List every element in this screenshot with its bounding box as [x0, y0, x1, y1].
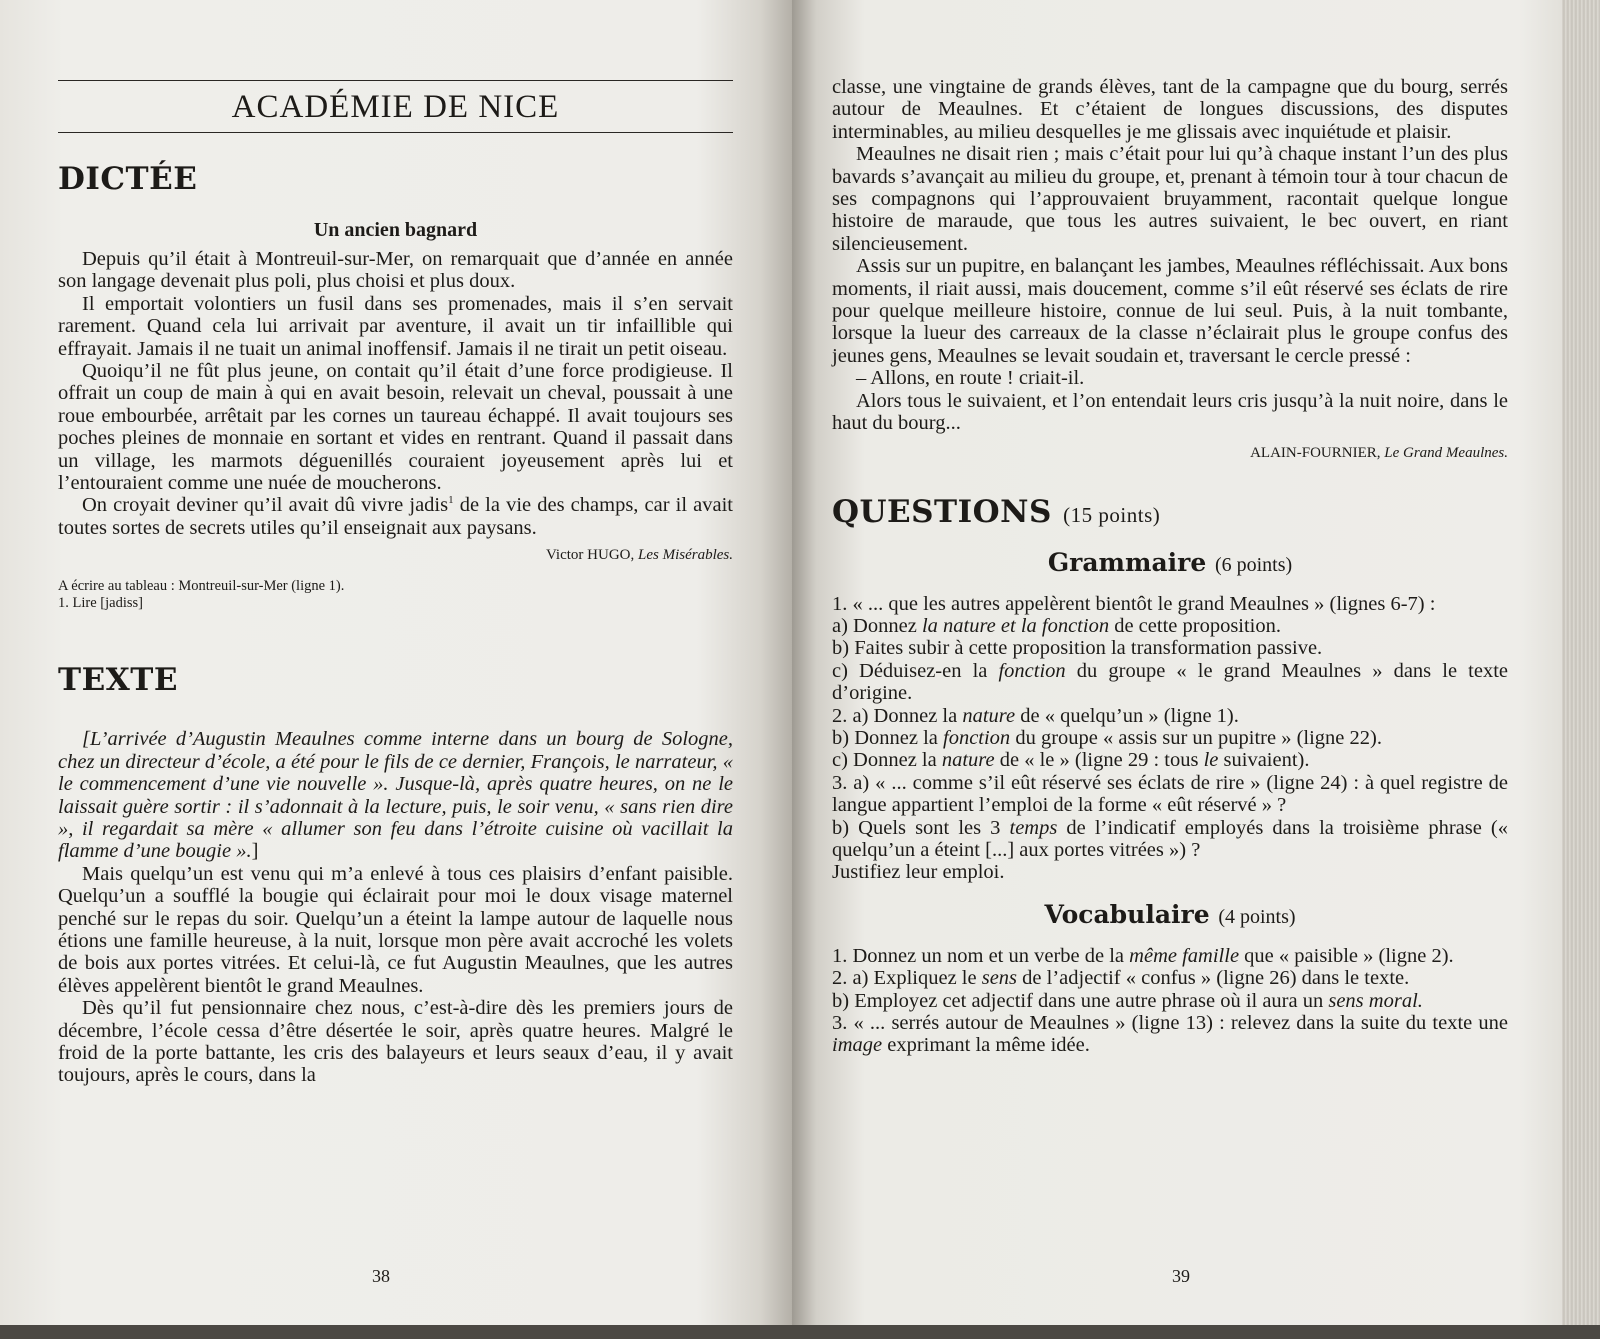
- question-text: 3. « ... serrés autour de Meaulnes » (ligne 13) : relevez dans la suite du texte une: [832, 1012, 1508, 1034]
- left-page: [0, 0, 792, 1339]
- texte-heading: TEXTE: [58, 662, 178, 699]
- grammaire-title: Grammaire: [1047, 547, 1207, 577]
- question-text: b) Faites subir à cette proposition la transformation passive.: [832, 637, 1323, 660]
- dictee-source: [58, 547, 733, 564]
- question-text: suivaient).: [1218, 749, 1310, 772]
- question-text: de « le » (ligne 29 : tous: [994, 749, 1204, 772]
- header-rule-bottom: [58, 132, 733, 133]
- dictee-paragraph: Depuis qu’il était à Montreuil-sur-Mer, on remarquait que d’année en année son langage devenait plus poli, plus choisi et plus doux.: [58, 248, 733, 293]
- dictee-text-part: de la vie des champs, car il avait toutes sortes de secrets utiles qu’il enseignait aux paysans.: [58, 494, 733, 539]
- question-item: [832, 727, 1508, 749]
- texte-continuation: Meaulnes ne disait rien ; mais c’était pour lui qu’à chaque instant l’un des plus bavards s’avançait au milieu du groupe, et, prenant à témoin tour à tour chacun de ses compagnons qui l’approuvaient bruyamment, racontait quelque longue histoire de maraude, que tous les autres suivaient, le bec ouvert, en riant silencieusement.: [832, 143, 1508, 255]
- question-text: c) Déduisez-en la: [832, 659, 999, 682]
- question-text: fonction: [998, 659, 1066, 682]
- grammaire-points: (6 points): [1214, 553, 1293, 576]
- texte-continuation: – Allons, en route ! criait-il.: [856, 367, 1085, 390]
- question-text: 1. « ... que les autres appelèrent bientôt le grand Meaulnes » (lignes 6-7) :: [832, 592, 1436, 615]
- texte-intro: [58, 728, 733, 862]
- texte-paragraph: Dès qu’il fut pensionnaire chez nous, c’est-à-dire dès les premiers jours de décembre, l’école cessa d’être désertée le soir, après quatre heures. Malgré le froid de la porte battante, les cris des balayeurs et leurs seaux d’eau, il y avait toujours, après le cours, dans la: [58, 997, 733, 1087]
- question-text: de l’adjectif « confus » (ligne 26) dans le texte.: [1017, 967, 1410, 990]
- question-text: b) Employez cet adjectif dans une autre phrase où il aura un: [832, 989, 1329, 1012]
- question-text: du groupe « le grand Meaulnes » dans le texte d’origine.: [832, 659, 1508, 705]
- question-text: fonction: [943, 726, 1011, 749]
- question-item: [832, 945, 1508, 967]
- question-text: b) Donnez la: [832, 726, 943, 749]
- vocabulaire-points: (4 points): [1218, 905, 1296, 928]
- question-item: [832, 817, 1508, 862]
- texte-continuation: classe, une vingtaine de grands élèves, tant de la campagne que du bourg, serrés autour de Meaulnes. Et c’étaient de longues discussions, des disputes interminables, au milieu desquelles je me glissais avec inquiétude et plaisir.: [832, 76, 1508, 143]
- vocabulaire-heading: [832, 900, 1508, 929]
- page-number-right: 39: [1172, 1266, 1190, 1286]
- source-author: Victor HUGO,: [546, 547, 638, 564]
- intro-bracket: ]: [251, 840, 259, 863]
- question-text: de l’indicatif employés dans la troisième phrase (« quelqu’un a éteint [...] aux portes vitrées ») ?: [832, 816, 1508, 861]
- question-text: 2. a) Donnez la: [832, 704, 963, 727]
- questions-heading: [832, 494, 1508, 530]
- dictee-text-part: On croyait deviner qu’il avait dû vivre jadis: [82, 494, 449, 517]
- right-column: [832, 76, 1508, 1057]
- left-column: [58, 80, 733, 1087]
- question-item: [832, 772, 1508, 817]
- academy-header: ACADÉMIE DE NICE: [231, 89, 560, 125]
- question-text: 2. a) Expliquez le: [832, 967, 982, 990]
- dictee-paragraph: Quoiqu’il ne fût plus jeune, on contait qu’il était d’une force prodigieuse. Il offrait un coup de main à qui en avait besoin, relevait un cheval, poussait à une roue embourbée, arrêtait par les cornes un taureau échappé. Il avait toujours ses poches pleines de monnaie en sortant et vides en rentrant. Quand il passait dans un village, les marmots déguenillés couraient joyeusement après lui et l’entouraient comme une nuée de moucherons.: [58, 360, 733, 495]
- questions-points: (15 points): [1063, 502, 1161, 527]
- footnote-mark: 1: [448, 494, 454, 507]
- question-item: [832, 637, 1508, 659]
- grammaire-questions: [832, 593, 1508, 884]
- question-text: du groupe « assis sur un pupitre » (ligne 22).: [1010, 726, 1382, 749]
- question-text: a) Donnez: [832, 614, 922, 637]
- question-text: la nature et la fonction: [921, 614, 1110, 637]
- dictee-paragraph: Il emportait volontiers un fusil dans ses promenades, mais il s’en servait rarement. Quand cela lui arrivait par aventure, il avait un tir infaillible qui effrayait. Jamais il ne tuait un animal inoffensif. Jamais il ne tirait un petit oiseau.: [58, 292, 733, 360]
- source-work: Les Misérables.: [638, 547, 733, 564]
- grammaire-heading: [832, 548, 1508, 577]
- question-item: [832, 593, 1508, 615]
- page-number-left: 38: [372, 1266, 390, 1286]
- question-text: que « paisible » (ligne 2).: [1239, 944, 1454, 967]
- texte-continuation: Alors tous le suivaient, et l’on entendait leurs cris jusqu’à la nuit noire, dans le haut du bourg...: [832, 389, 1508, 435]
- vocabulaire-questions: [832, 945, 1508, 1057]
- question-item: [832, 1012, 1508, 1057]
- question-text: temps: [1009, 816, 1058, 839]
- question-text: sens: [981, 967, 1018, 990]
- question-text: 3. a) « ... comme s’il eût réservé ses éclats de rire » (ligne 24) : à quel registre de langue appartient l’emploi de la forme « eût réservé » ?: [832, 771, 1508, 817]
- footnote: 1. Lire [jadiss]: [58, 595, 143, 612]
- texte-continuation: Assis sur un pupitre, en balançant les jambes, Meaulnes réfléchissait. Aux bons moments, il riait aussi, mais doucement, comme s’il eût réservé ses éclats de rire pour quelque meilleure histoire, connue de lui seul. Puis, à la nuit tombante, lorsque la lueur des carreaux de la classe n’éclairait plus le groupe confus des jeunes gens, Meaulnes se levait soudain et, traversant le cercle pressé :: [832, 255, 1508, 367]
- question-text: sens moral.: [1328, 989, 1423, 1012]
- texte-source: [832, 445, 1508, 462]
- texte-paragraph: Mais quelqu’un est venu qui m’a enlevé à tous ces plaisirs d’enfant paisible. Quelqu’un a soufflé la bougie qui éclairait pour moi le doux visage maternel penché sur le repas du soir. Quelqu’un a éteint la lampe autour de laquelle nous étions une famille heureuse, à la nuit, lorsque mon père avait accroché les volets de bois aux portes vitrées. Et celui-là, ce fut Augustin Meaulnes, que les autres élèves appelèrent bientôt le grand Meaulnes.: [58, 862, 733, 997]
- intro-text: [L’arrivée d’Augustin Meaulnes comme interne dans un bourg de Sologne, chez un directeur d’école, a été pour le fils de ce dernier, François, le narrateur, « le commencement d’une vie nouvelle ». Jusque-là, après quatre heures, on ne le laissait guère sortir : il s’adonnait à la lecture, puis, le soir venu, « sans rien dire », il regardait sa mère « allumer son feu dans l’étroite cuisine où vacillait la flamme d’une bougie ».: [58, 728, 733, 863]
- question-item: [832, 861, 1508, 883]
- question-text: image: [832, 1034, 883, 1057]
- question-text: nature: [962, 704, 1016, 727]
- question-text: nature: [941, 749, 995, 772]
- question-text: de cette proposition.: [1109, 614, 1282, 637]
- question-text: le: [1203, 749, 1219, 772]
- questions-title: QUESTIONS: [832, 493, 1052, 530]
- bottom-edge: [0, 1325, 1600, 1339]
- question-item: [832, 660, 1508, 705]
- question-text: b) Quels sont les 3: [832, 816, 1010, 839]
- source-author: ALAIN-FOURNIER,: [1250, 444, 1385, 461]
- question-text: exprimant la même idée.: [882, 1034, 1090, 1057]
- question-item: [832, 990, 1508, 1012]
- vocabulaire-title: Vocabulaire: [1044, 899, 1210, 929]
- board-note: A écrire au tableau : Montreuil-sur-Mer (ligne 1).: [58, 578, 345, 595]
- question-text: 1. Donnez un nom et un verbe de la: [832, 944, 1130, 967]
- dictee-title: Un ancien bagnard: [313, 219, 478, 241]
- question-item: [832, 749, 1508, 771]
- question-text: de « quelqu’un » (ligne 1).: [1015, 704, 1239, 727]
- dictee-paragraph-last: [58, 494, 733, 539]
- question-item: [832, 705, 1508, 727]
- source-work: Le Grand Meaulnes.: [1384, 444, 1508, 461]
- question-text: même famille: [1129, 944, 1240, 967]
- right-page: [792, 0, 1600, 1339]
- question-item: [832, 615, 1508, 637]
- question-text: c) Donnez la: [832, 749, 942, 772]
- dictee-heading: DICTÉE: [58, 161, 198, 197]
- question-text: Justifiez leur emploi.: [832, 861, 1005, 884]
- question-item: [832, 967, 1508, 989]
- page-stack-edge: [1562, 0, 1600, 1339]
